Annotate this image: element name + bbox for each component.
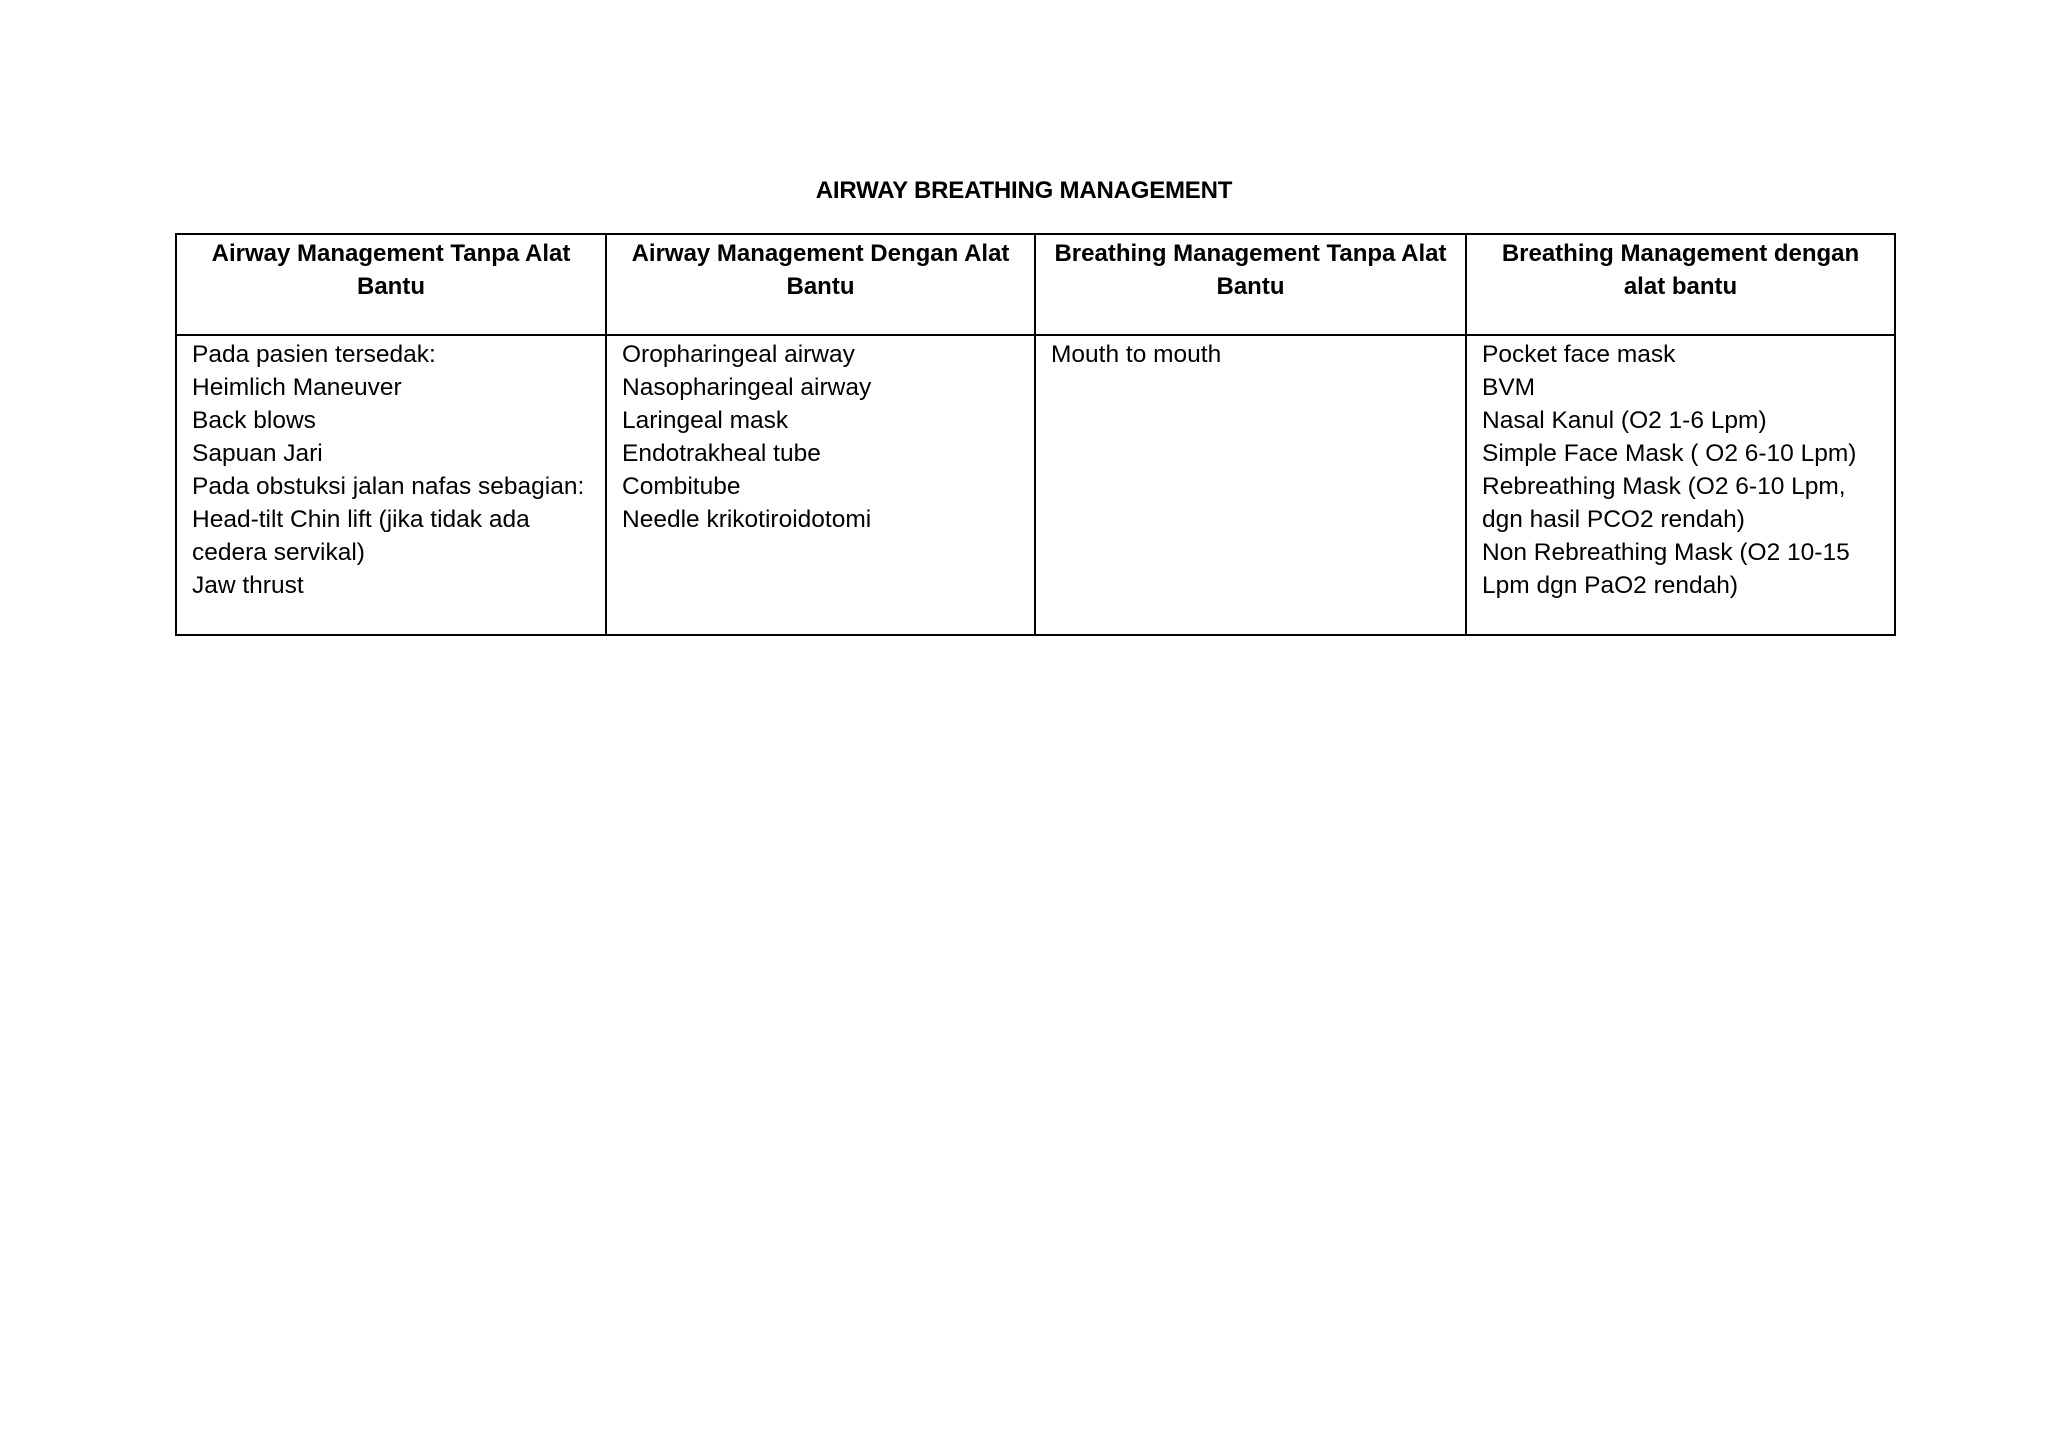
header-cell-breathing-tanpa-alat [1035,234,1466,335]
list-item: Heimlich Maneuver [192,374,402,401]
table-body-row [176,335,1895,635]
list-item: Jaw thrust [192,572,304,599]
item-list [177,336,605,602]
body-cell-airway-dengan-alat [606,335,1035,635]
list-item: Rebreathing Mask (O2 6-10 Lpm, dgn hasil PCO2 rendah) [1482,473,1846,533]
list-item: Non Rebreathing Mask (O2 10-15 Lpm dgn PaO2 rendah) [1482,539,1850,599]
list-item: Back blows [192,407,316,434]
list-item: Nasal Kanul (O2 1-6 Lpm) [1482,407,1767,434]
item-list [1036,336,1465,371]
list-item: Mouth to mouth [1051,341,1222,368]
list-item: Head-tilt Chin lift (jika tidak ada cedera servikal) [192,506,530,566]
list-item: Pada obstuksi jalan nafas sebagian: [192,473,585,500]
table-header-row [176,234,1895,335]
header-label: Airway Management Tanpa Alat Bantu [211,240,571,300]
list-item: BVM [1482,374,1536,401]
body-cell-airway-tanpa-alat [176,335,606,635]
document-title: AIRWAY BREATHING MANAGEMENT [815,177,1233,204]
header-label: Airway Management Dengan Alat Bantu [631,240,1010,300]
list-item: Pada pasien tersedak: [192,341,436,368]
list-item: Needle krikotiroidotomi [622,506,872,533]
item-list [607,336,1034,536]
header-label: Breathing Management dengan alat bantu [1501,240,1860,300]
header-cell-airway-dengan-alat [606,234,1035,335]
body-cell-breathing-dengan-alat [1466,335,1895,635]
header-cell-breathing-dengan-alat [1466,234,1895,335]
item-list [1467,336,1894,602]
list-item: Simple Face Mask ( O2 6-10 Lpm) [1482,440,1857,467]
body-cell-breathing-tanpa-alat [1035,335,1466,635]
list-item: Endotrakheal tube [622,440,821,467]
list-item: Combitube [622,473,741,500]
header-label: Breathing Management Tanpa Alat Bantu [1054,240,1447,300]
list-item: Nasopharingeal airway [622,374,872,401]
management-table [175,233,1896,636]
list-item: Pocket face mask [1482,341,1676,368]
list-item: Laringeal mask [622,407,789,434]
header-cell-airway-tanpa-alat [176,234,606,335]
list-item: Sapuan Jari [192,440,323,467]
list-item: Oropharingeal airway [622,341,855,368]
